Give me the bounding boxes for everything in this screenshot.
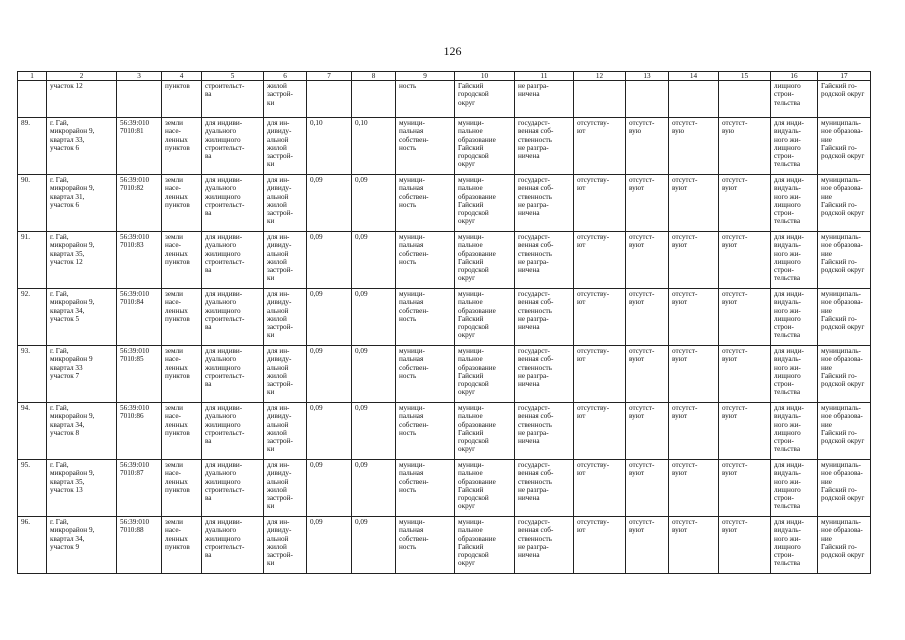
table-cell-col-11: государст- венная соб- ственность не разгра- ничена	[515, 118, 574, 175]
table-cell-col-14: отсутст- вуют	[669, 232, 719, 289]
table-cell-col-4: земли насе- ленных пунктов	[162, 346, 202, 403]
table-cell-col-6: для ин- дивиду- альной жилой застрой- ки	[264, 118, 307, 175]
table-cell-col-5: для индиви- дуального жилищного строительст- ва	[202, 460, 264, 517]
table-cell-col-16: для инди- видуаль- ного жи- лищного строи- тельства	[771, 346, 818, 403]
table-cell-col-9: муници- пальная собствен- ность	[396, 232, 455, 289]
table-cell-col-1: 93.	[18, 346, 47, 403]
table-cell-col-7: 0,09	[307, 403, 352, 460]
table-cell-col-4: земли насе- ленных пунктов	[162, 289, 202, 346]
column-header: 15	[719, 72, 771, 81]
table-cell-col-6: для ин- дивиду- альной жилой застрой- ки	[264, 232, 307, 289]
table-cell-col-1: 90.	[18, 175, 47, 232]
table-row	[18, 517, 871, 574]
table-cell-col-13: отсутст- вуют	[626, 346, 669, 403]
table-cell-col-11: государст- венная соб- ственность не разгра- ничена	[515, 517, 574, 574]
table-cell-col-11: государст- венная соб- ственность не разгра- ничена	[515, 403, 574, 460]
table-cell-col-4: земли насе- ленных пунктов	[162, 517, 202, 574]
table-cell-col-6: для ин- дивиду- альной жилой застрой- ки	[264, 460, 307, 517]
table-cell-col-17: муниципаль- ное образова- ние Гайский го- родской округ	[818, 232, 871, 289]
table-row	[18, 175, 871, 232]
table-cell-col-12: отсутству- ют	[574, 118, 626, 175]
table-cell-col-2: г. Гай, микрорайон 9, квартал 34, участок 8	[47, 403, 117, 460]
table-cell-col-7: 0,09	[307, 232, 352, 289]
table-cell-col-5: для индиви- дуального жилищного строительст- ва	[202, 289, 264, 346]
table-cell-col-12: отсутству- ют	[574, 289, 626, 346]
table-cell-col-7: 0,10	[307, 118, 352, 175]
column-header: 9	[396, 72, 455, 81]
table-cell-col-9: муници- пальная собствен- ность	[396, 346, 455, 403]
table-cell-col-10: муници- пальное образование Гайский городской округ	[455, 346, 515, 403]
table-cell-col-10: Гайский городской округ	[455, 81, 515, 118]
table-cell-col-6: для ин- дивиду- альной жилой застрой- ки	[264, 289, 307, 346]
table-cell-col-2: г. Гай, микрорайон 9, квартал 33, участок 6	[47, 118, 117, 175]
table-row	[18, 118, 871, 175]
table-cell-col-12: отсутству- ют	[574, 232, 626, 289]
table-cell-col-16: для инди- видуаль- ного жи- лищного строи- тельства	[771, 460, 818, 517]
table-cell-col-17: муниципаль- ное образова- ние Гайский го- родской округ	[818, 289, 871, 346]
table-cell-col-9: муници- пальная собствен- ность	[396, 460, 455, 517]
column-header: 7	[307, 72, 352, 81]
table-row-continued	[18, 81, 871, 118]
table-cell-col-17: муниципаль- ное образова- ние Гайский го- родской округ	[818, 346, 871, 403]
table-cell-col-13: отсутст- вуют	[626, 232, 669, 289]
column-header: 12	[574, 72, 626, 81]
table-cell-col-12: отсутству- ют	[574, 517, 626, 574]
table-cell-col-12: отсутству- ют	[574, 175, 626, 232]
column-header: 17	[818, 72, 871, 81]
table-cell-col-15: отсутст- вуют	[719, 175, 771, 232]
table-cell-col-2: г. Гай, микрорайон 9, квартал 35, участок 12	[47, 232, 117, 289]
table-cell-col-1: 89.	[18, 118, 47, 175]
table-cell-col-7: 0,09	[307, 460, 352, 517]
page-number: 126	[443, 44, 462, 58]
table-cell-col-13	[626, 81, 669, 118]
table-cell-col-14: отсутст- вуют	[669, 517, 719, 574]
table-cell-col-6: для ин- дивиду- альной жилой застрой- ки	[264, 346, 307, 403]
table-cell-col-14: отсутст- вуют	[669, 175, 719, 232]
table-cell-col-9: муници- пальная собствен- ность	[396, 289, 455, 346]
table-cell-col-8	[352, 81, 396, 118]
table-cell-col-5: для индиви- дуального жилищного строительст- ва	[202, 346, 264, 403]
column-header: 5	[202, 72, 264, 81]
table-cell-col-8: 0,09	[352, 460, 396, 517]
table-cell-col-8: 0,10	[352, 118, 396, 175]
table-cell-col-10: муници- пальное образование Гайский городской округ	[455, 175, 515, 232]
table-cell-col-8: 0,09	[352, 175, 396, 232]
table-cell-col-16: для инди- видуаль- ного жи- лищного строи- тельства	[771, 118, 818, 175]
table-cell-col-2: г. Гай, микрорайон 9, квартал 34, участок 9	[47, 517, 117, 574]
table-cell-col-11: государст- венная соб- ственность не разгра- ничена	[515, 232, 574, 289]
column-header: 2	[47, 72, 117, 81]
table-cell-col-7: 0,09	[307, 346, 352, 403]
table-body	[18, 81, 871, 574]
column-header: 13	[626, 72, 669, 81]
table-cell-col-4: земли насе- ленных пунктов	[162, 175, 202, 232]
table-cell-col-3: 56:39:010 7010:88	[117, 517, 162, 574]
table-cell-col-9: ность	[396, 81, 455, 118]
table-cell-col-10: муници- пальное образование Гайский городской округ	[455, 403, 515, 460]
table-cell-col-15: отсутст- вуют	[719, 517, 771, 574]
table-cell-col-1: 95.	[18, 460, 47, 517]
table-row	[18, 289, 871, 346]
table-cell-col-5: для индиви- дуального жилищного строительст- ва	[202, 175, 264, 232]
table-cell-col-12: отсутству- ют	[574, 460, 626, 517]
table-cell-col-3: 56:39:010 7010:84	[117, 289, 162, 346]
table-cell-col-3: 56:39:010 7010:87	[117, 460, 162, 517]
table-cell-col-14: отсутст- вуют	[669, 403, 719, 460]
table-row	[18, 460, 871, 517]
table-cell-col-8: 0,09	[352, 289, 396, 346]
table-cell-col-17: муниципаль- ное образова- ние Гайский го- родской округ	[818, 118, 871, 175]
column-header: 16	[771, 72, 818, 81]
table-cell-col-11: государст- венная соб- ственность не разгра- ничена	[515, 460, 574, 517]
table-cell-col-11: государст- венная соб- ственность не разгра- ничена	[515, 289, 574, 346]
table-cell-col-13: отсутст- вую	[626, 118, 669, 175]
table-cell-col-3: 56:39:010 7010:86	[117, 403, 162, 460]
table-cell-col-5: для индиви- дуального жилищного строительст- ва	[202, 517, 264, 574]
table-cell-col-5: строительст- ва	[202, 81, 264, 118]
table-cell-col-16: для инди- видуаль- ного жи- лищного строи- тельства	[771, 175, 818, 232]
table-cell-col-2: г. Гай, микрорайон 9, квартал 35, участок 13	[47, 460, 117, 517]
table-cell-col-1: 92.	[18, 289, 47, 346]
table-cell-col-15: отсутст- вуют	[719, 232, 771, 289]
table-cell-col-5: для индиви- дуального жилищного строительст- ва	[202, 118, 264, 175]
table-cell-col-2: г. Гай, микрорайон 9 квартал 33 участок 7	[47, 346, 117, 403]
table-cell-col-12: отсутству- ют	[574, 346, 626, 403]
table-cell-col-7	[307, 81, 352, 118]
table-cell-col-15: отсутст- вую	[719, 118, 771, 175]
table-cell-col-3: 56:39:010 7010:83	[117, 232, 162, 289]
table-cell-col-13: отсутст- вуют	[626, 175, 669, 232]
table-cell-col-5: для индиви- дуального жилищного строительст- ва	[202, 403, 264, 460]
table-cell-col-1: 91.	[18, 232, 47, 289]
table-cell-col-14	[669, 81, 719, 118]
table-cell-col-16: лищного строи- тельства	[771, 81, 818, 118]
table-cell-col-4: пунктов	[162, 81, 202, 118]
table-row	[18, 403, 871, 460]
table-cell-col-9: муници- пальная собствен- ность	[396, 175, 455, 232]
table-cell-col-3: 56:39:010 7010:85	[117, 346, 162, 403]
table-cell-col-16: для инди- видуаль- ного жи- лищного строи- тельства	[771, 403, 818, 460]
table-cell-col-11: государст- венная соб- ственность не разгра- ничена	[515, 346, 574, 403]
table-row	[18, 232, 871, 289]
column-header: 1	[18, 72, 47, 81]
column-number-row	[18, 72, 871, 81]
table-cell-col-10: муници- пальное образование Гайский городской округ	[455, 232, 515, 289]
table-cell-col-1: 96.	[18, 517, 47, 574]
table-cell-col-17: муниципаль- ное образова- ние Гайский го- родской округ	[818, 460, 871, 517]
table-cell-col-11: не разгра- ничена	[515, 81, 574, 118]
table-cell-col-13: отсутст- вуют	[626, 460, 669, 517]
table-cell-col-5: для индиви- дуального жилищного строительст- ва	[202, 232, 264, 289]
table-cell-col-8: 0,09	[352, 232, 396, 289]
table-cell-col-14: отсутст- вуют	[669, 346, 719, 403]
table-cell-col-4: земли насе- ленных пунктов	[162, 460, 202, 517]
table-cell-col-1: 94.	[18, 403, 47, 460]
table-cell-col-17: муниципаль- ное образова- ние Гайский го- родской округ	[818, 175, 871, 232]
table-cell-col-6: для ин- дивиду- альной жилой застрой- ки	[264, 175, 307, 232]
table-cell-col-4: земли насе- ленных пунктов	[162, 403, 202, 460]
table-cell-col-9: муници- пальная собствен- ность	[396, 403, 455, 460]
table-cell-col-3	[117, 81, 162, 118]
table-cell-col-12	[574, 81, 626, 118]
table-cell-col-15: отсутст- вуют	[719, 460, 771, 517]
table-cell-col-16: для инди- видуаль- ного жи- лищного строи- тельства	[771, 232, 818, 289]
table-cell-col-10: муници- пальное образование Гайский городской округ	[455, 460, 515, 517]
column-header: 11	[515, 72, 574, 81]
table-cell-col-12: отсутству- ют	[574, 403, 626, 460]
table-cell-col-13: отсутст- вуют	[626, 289, 669, 346]
table-cell-col-13: отсутст- вуют	[626, 517, 669, 574]
table-cell-col-17: муниципаль- ное образова- ние Гайский го- родской округ	[818, 403, 871, 460]
table-cell-col-15: отсутст- вуют	[719, 403, 771, 460]
table-cell-col-11: государст- венная соб- ственность не разгра- ничена	[515, 175, 574, 232]
column-header: 14	[669, 72, 719, 81]
table-cell-col-8: 0,09	[352, 346, 396, 403]
table-cell-col-7: 0,09	[307, 289, 352, 346]
table-cell-col-7: 0,09	[307, 175, 352, 232]
table-cell-col-2: г. Гай, микрорайон 9, квартал 31, участок 6	[47, 175, 117, 232]
table-cell-col-15	[719, 81, 771, 118]
table-cell-col-4: земли насе- ленных пунктов	[162, 232, 202, 289]
table-cell-col-13: отсутст- вуют	[626, 403, 669, 460]
table-cell-col-6: для ин- дивиду- альной жилой застрой- ки	[264, 517, 307, 574]
table-cell-col-6: для ин- дивиду- альной жилой застрой- ки	[264, 403, 307, 460]
table-cell-col-17: муниципаль- ное образова- ние Гайский го- родской округ	[818, 517, 871, 574]
table-cell-col-15: отсутст- вуют	[719, 346, 771, 403]
column-header: 4	[162, 72, 202, 81]
table-cell-col-3: 56:39:010 7010:82	[117, 175, 162, 232]
column-header: 6	[264, 72, 307, 81]
table-row	[18, 346, 871, 403]
table-cell-col-10: муници- пальное образование Гайский городской округ	[455, 517, 515, 574]
table-cell-col-16: для инди- видуаль- ного жи- лищного строи- тельства	[771, 517, 818, 574]
table-cell-col-2: участок 12	[47, 81, 117, 118]
table-cell-col-9: муници- пальная собствен- ность	[396, 118, 455, 175]
table-cell-col-2: г. Гай, микрорайон 9, квартал 34, участок 5	[47, 289, 117, 346]
land-registry-table	[17, 71, 871, 574]
table-cell-col-9: муници- пальная собствен- ность	[396, 517, 455, 574]
table-cell-col-14: отсутст- вуют	[669, 460, 719, 517]
column-header: 10	[455, 72, 515, 81]
table-cell-col-4: земли насе- ленных пунктов	[162, 118, 202, 175]
table-cell-col-3: 56:39:010 7010:81	[117, 118, 162, 175]
column-header: 3	[117, 72, 162, 81]
table-cell-col-17: Гайский го- родской округ	[818, 81, 871, 118]
table-cell-col-14: отсутст- вуют	[669, 289, 719, 346]
table-cell-col-6: жилой застрой- ки	[264, 81, 307, 118]
table-cell-col-7: 0,09	[307, 517, 352, 574]
table-cell-col-10: муници- пальное образование Гайский городской округ	[455, 289, 515, 346]
table-cell-col-8: 0,09	[352, 517, 396, 574]
table-cell-col-8: 0,09	[352, 403, 396, 460]
table-cell-col-1	[18, 81, 47, 118]
table-cell-col-14: отсутст- вую	[669, 118, 719, 175]
table-cell-col-15: отсутст- вуют	[719, 289, 771, 346]
table-cell-col-16: для инди- видуаль- ного жи- лищного строи- тельства	[771, 289, 818, 346]
table-cell-col-10: муници- пальное образование Гайский городской округ	[455, 118, 515, 175]
column-header: 8	[352, 72, 396, 81]
